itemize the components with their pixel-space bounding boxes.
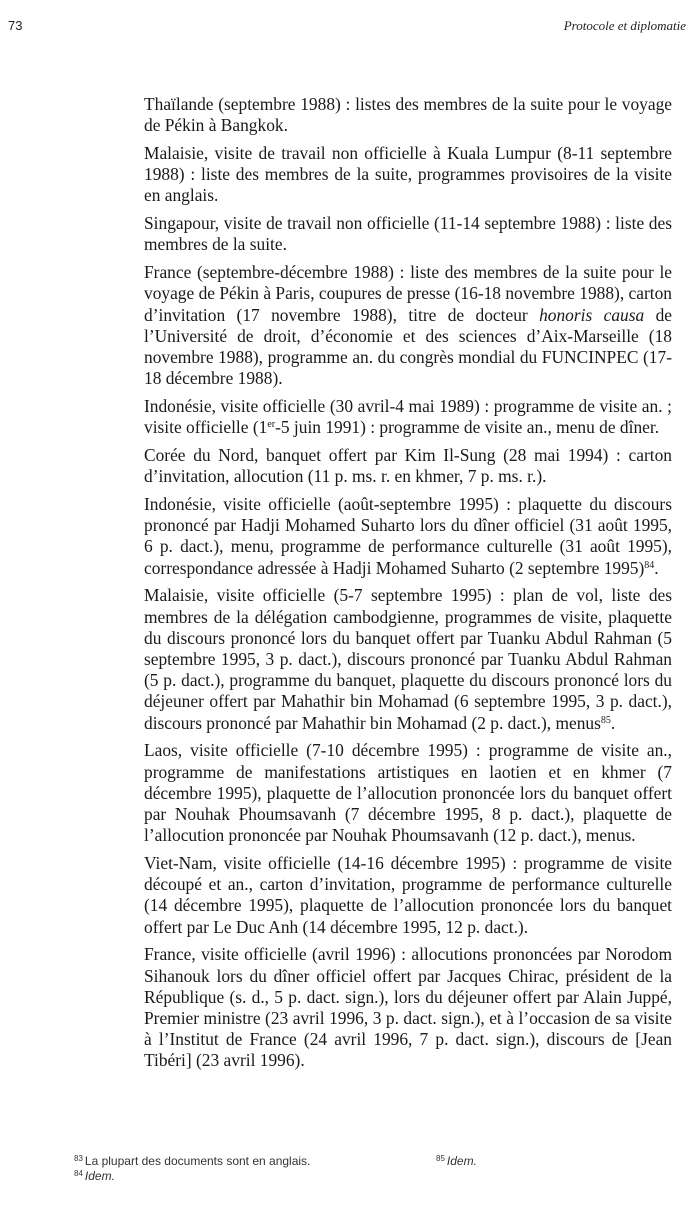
entry-text: Malaisie, visite officielle (5-7 septembre 1995) : plan de vol, liste des membres de la délégation cambodgienne, programmes de visite, plaquette du discours prononcé lors du banquet offert par Tuanku Abdul Rahman (5 septembre 1995, 3 p. dact.), discours prononcé par Tuanku Abdul Rahman (5 p. dact.), programme du banquet, plaquette du discours prononcé lors du déjeuner offert par Mahathir bin Mohamad (6 septembre 1995, 3 p. dact.), discours prononcé par Mahathir bin Mohamad (2 p. dact.), menus (144, 585, 672, 733)
entry-malaisie-1988: Malaisie, visite de travail non officielle à Kuala Lumpur (8-11 septembre 1988) : liste des membres de la suite, programmes provisoires de la visite en anglais. (144, 143, 672, 206)
entry-text: France (septembre-décembre 1988) : liste des membres de la suite pour le voyage de Pékin à Paris, coupures de presse (16-18 novembre 1988), carton d’invitation (17 novembre 1988), titre de docteur (144, 262, 672, 325)
entry-text: de l’Université de droit, d’économie et des sciences d’Aix-Marseille (18 novembre 1988), programme an. du congrès mondial du FUNCINPEC (17-18 décembre 1988). (144, 304, 672, 389)
footnote-number: 84 (74, 1168, 83, 1178)
entry-france-1988 (144, 262, 672, 389)
footnote-text: Idem. (446, 1154, 477, 1168)
entry-indonesie-1989 (144, 396, 672, 438)
footnote-ref-85: 85 (600, 714, 611, 726)
entry-malaisie-1995 (144, 585, 672, 733)
entry-text: Indonésie, visite officielle (30 avril-4 mai 1989) : programme de visite an. ; visite officielle (1 (144, 396, 672, 438)
entry-end: . (654, 557, 659, 578)
footnote-84 (74, 1169, 115, 1184)
entry-end: . (610, 712, 616, 733)
entry-coree-du-nord-1994: Corée du Nord, banquet offert par Kim Il-Sung (28 mai 1994) : carton d’invitation, allocution (11 p. ms. r. en khmer, 7 p. ms. r.). (144, 445, 672, 487)
running-head: Protocole et diplomatie (563, 18, 686, 33)
entry-text: Indonésie, visite officielle (août-septembre 1995) : plaquette du discours prononcé par Hadji Mohamed Suharto lors du dîner officiel (31 août 1995, 6 p. dact.), menu, programme de performance culturelle (31 août 1995), correspondance adressée à Hadji Mohamed Suharto (2 septembre 1995) (144, 494, 672, 578)
entry-france-1996: France, visite officielle (avril 1996) : allocutions prononcées par Norodom Sihanouk lors du dîner officiel offert par Jacques Chirac, président de la République (s. d., 5 p. dact. sign.), lors du déjeuner offert par Alain Juppé, Premier ministre (23 avril 1996, 3 p. dact. sign.), et à l’occasion de sa visite à l’Institut de France (24 avril 1996, 7 p. dact. sign.), discours de [Jean Tibéri] (23 avril 1996). (144, 944, 672, 1071)
superscript: er (267, 419, 276, 431)
footnote-ref-84: 84 (644, 559, 655, 571)
body-text (144, 94, 672, 1078)
entry-italic-text: honoris causa (539, 304, 645, 325)
footnote-85 (436, 1154, 477, 1169)
footnote-83 (74, 1154, 310, 1169)
entry-laos-1995: Laos, visite officielle (7-10 décembre 1995) : programme de visite an., programme de manifestations artistiques en laotien et en khmer (7 décembre 1995), plaquette de l’allocution prononcée lors du banquet offert par Nouhak Phoumsavanh (7 décembre 1995, 8 p. dact.), plaquette de l’allocution prononcée par Nouhak Phoumsavanh (12 p. dact.), menus. (144, 740, 672, 846)
footnote-text: Idem. (84, 1168, 115, 1183)
page-number: 73 (8, 18, 23, 33)
footnote-number: 83 (74, 1154, 83, 1163)
footnote-text: La plupart des documents sont en anglais. (84, 1154, 311, 1168)
entry-thailande-1988: Thaïlande (septembre 1988) : listes des membres de la suite pour le voyage de Pékin à Bangkok. (144, 94, 672, 136)
entry-text: -5 juin 1991) : programme de visite an., menu de dîner. (275, 417, 660, 438)
entry-indonesie-1995 (144, 494, 672, 579)
entry-singapour-1988: Singapour, visite de travail non officielle (11-14 septembre 1988) : liste des membres de la suite. (144, 213, 672, 255)
entry-viet-nam-1995: Viet-Nam, visite officielle (14-16 décembre 1995) : programme de visite découpé et an., carton d’invitation, programme de performance culturelle (14 décembre 1995), plaquette de l’allocution prononcée lors du banquet offert par Le Duc Anh (14 décembre 1995, 12 p. dact.). (144, 853, 672, 937)
footnote-number: 85 (436, 1154, 445, 1163)
